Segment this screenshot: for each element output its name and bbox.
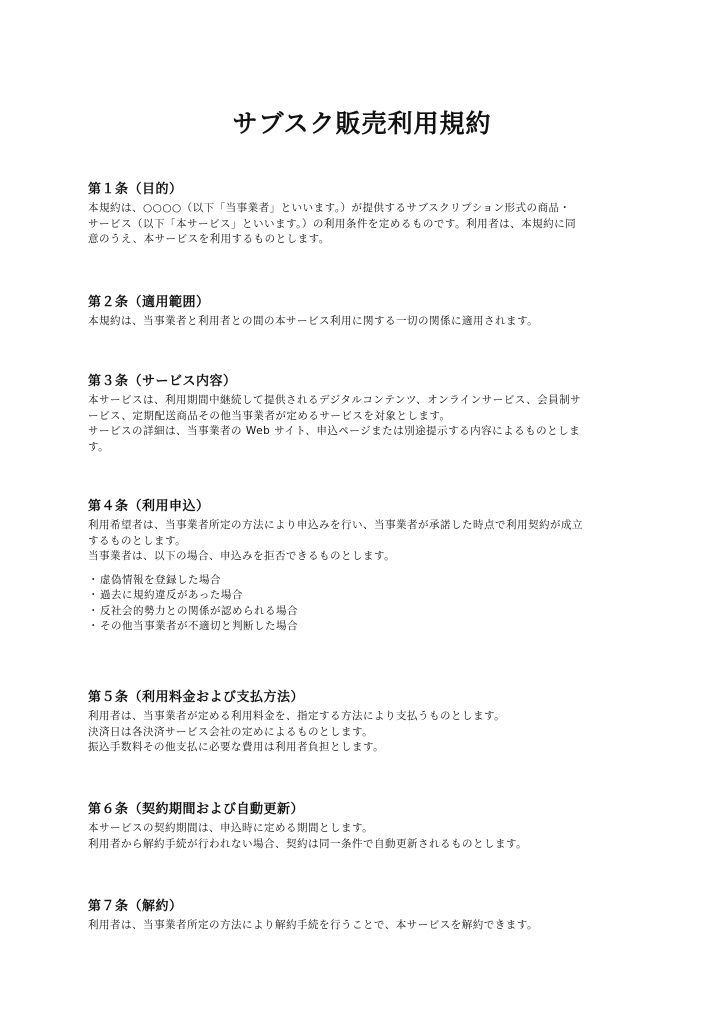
article-text-line: 利用者から解約手続が行われない場合、契約は同一条件で自動更新されるものとします。 [88, 837, 528, 850]
article-text-line: 本規約は、○○○○（以下「当事業者」といいます。）が提供するサブスクリプション形式の商品・ [88, 202, 571, 214]
article-7 [88, 897, 648, 934]
article-text-line: 本規約は、当事業者と利用者との間の本サービス利用に関する一切の関係に適用されます。 [88, 315, 539, 327]
article-heading: 第３条（サービス内容） [88, 374, 237, 389]
article-text-line: 利用希望者は、当事業者所定の方法により申込みを行い、当事業者が承諾した時点で利用契約が成立 [88, 519, 583, 531]
article-1 [88, 180, 648, 248]
article-heading: 第５条（利用料金および支払方法） [88, 690, 305, 705]
article-6 [88, 800, 648, 852]
article-heading: 第７条（解約） [88, 899, 183, 914]
list-item [88, 604, 648, 620]
article-text-line: サービス（以下「本サービス」といいます。）の利用条件を定めるものです。利用者は、本規約に同 [88, 217, 577, 230]
list-item [88, 573, 648, 589]
article-text-line: 当事業者は、以下の場合、申込みを拒否できるものとします。 [88, 550, 396, 562]
article-2 [88, 293, 648, 330]
list-item [88, 619, 648, 635]
article-text-line: 利用者は、当事業者が定める利用料金を、指定する方法により支払うものとします。 [88, 710, 506, 722]
list-item-text: 反社会的勢力との関係が認められる場合 [100, 604, 298, 617]
article-text-line: 利用者は、当事業者所定の方法により解約手続を行うことで、本サービスを解約できます。 [88, 919, 538, 931]
article-heading: 第６条（契約期間および自動更新） [88, 802, 305, 817]
article-4 [88, 497, 648, 635]
list-item [88, 588, 648, 604]
list-item-text: その他当事業者が不適切と判断した場合 [100, 620, 298, 632]
article-text-line: 決済日は各決済サービス会社の定めによるものとします。 [88, 725, 374, 738]
article-text-line: するものとします。 [88, 534, 187, 547]
bullet-marker: ・ [88, 604, 99, 617]
article-text-line: 意のうえ、本サービスを利用するものとします。 [88, 233, 330, 245]
article-text-line: サービスの詳細は、当事業者の Web サイト、申込ページまたは別途提示する内容によるものとしま [88, 425, 581, 437]
article-heading: 第４条（利用申込） [88, 499, 210, 514]
article-heading: 第２条（適用範囲） [88, 295, 210, 310]
article-5 [88, 688, 648, 756]
bullet-marker: ・ [88, 589, 99, 601]
bullet-list [88, 573, 648, 635]
bullet-marker: ・ [88, 620, 99, 632]
article-heading: 第１条（目的） [88, 182, 183, 197]
article-text-line: 本サービスの契約期間は、申込時に定める期間とします。 [88, 822, 374, 834]
bullet-marker: ・ [88, 573, 99, 586]
article-text-line: 本サービスは、利用期間中継続して提供されるデジタルコンテンツ、オンラインサービス、会員制サ [88, 394, 582, 406]
article-text-line: 振込手数料その他支払に必要な費用は利用者負担とします。 [88, 741, 385, 753]
document-title: サブスク販売利用規約 [232, 109, 492, 138]
list-item-text: 過去に規約違反があった場合 [100, 589, 243, 601]
list-item-text: 虚偽情報を登録した場合 [100, 573, 221, 586]
article-text-line: ービス、定期配送商品その他当事業者が定めるサービスを対象とします。 [88, 409, 451, 422]
article-3 [88, 372, 648, 455]
article-text-line: す。 [88, 440, 110, 453]
